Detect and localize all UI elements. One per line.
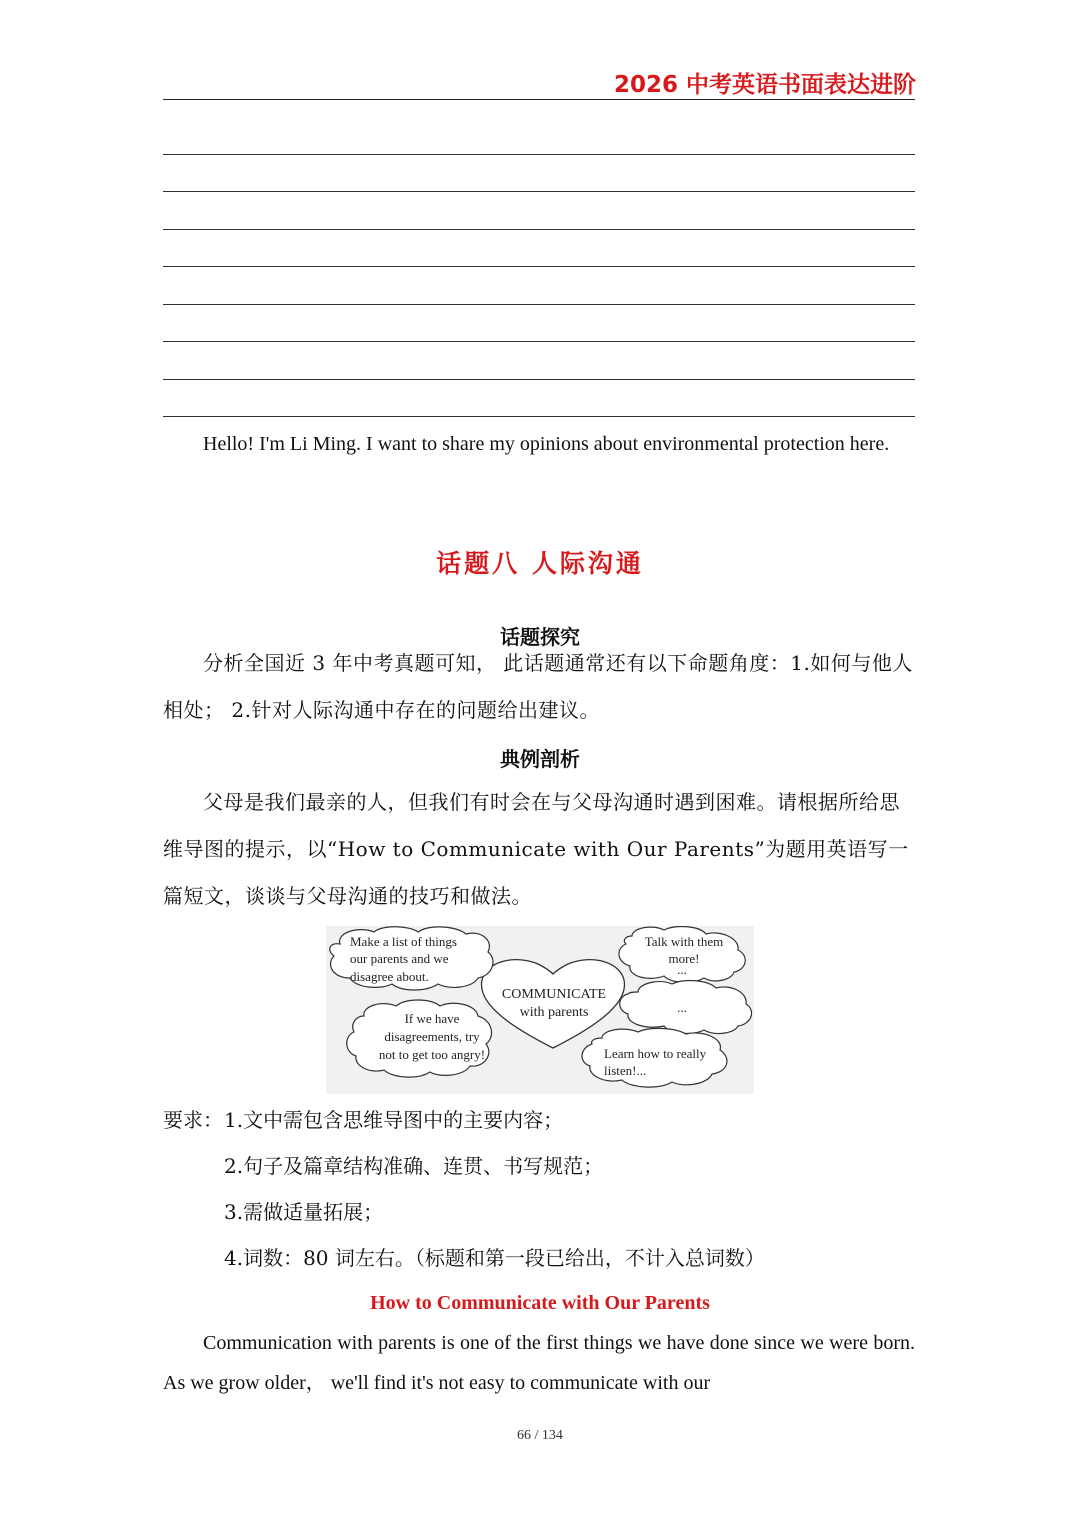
center-line1: COMMUNICATE xyxy=(501,987,607,1002)
requirement-item: 4.词数：80 词左右。（标题和第一段已给出，不计入总词数） xyxy=(224,1246,765,1270)
writing-line xyxy=(163,191,915,192)
cloud4-line: ... xyxy=(677,1000,687,1015)
cloud1-line: disagree about. xyxy=(350,969,429,984)
cloud2-line: If we have xyxy=(404,1011,460,1026)
cloud5-line: listen!... xyxy=(604,1063,647,1078)
cloud3-line: Talk with them xyxy=(644,934,724,949)
exploration-heading: 话题探究 xyxy=(500,625,580,649)
writing-line xyxy=(163,416,915,417)
prompt-text: 父母是我们最亲的人，但我们有时会在与父母沟通时遇到困难。请根据所给思维导图的提示，以“How to Communicate with Our Parents”为题用英语写一篇短文，谈谈与父母沟通的技巧和做法。 xyxy=(163,790,909,908)
page-number: 66 / 134 xyxy=(517,1428,563,1443)
writing-line xyxy=(163,341,915,342)
essay-title: How to Communicate with Our Parents xyxy=(370,1292,710,1314)
requirement-item: 1.文中需包含思维导图中的主要内容； xyxy=(224,1108,564,1132)
requirement-item: 3.需做适量拓展； xyxy=(224,1200,384,1224)
cloud5-line: Learn how to really xyxy=(604,1046,707,1061)
cloud2-line: disagreements, try xyxy=(384,1029,480,1044)
cloud1-line: Make a list of things xyxy=(350,934,457,949)
cloud3-line: ... xyxy=(677,962,687,977)
header-title: 2026 中考英语书面表达进阶 xyxy=(613,72,916,98)
example-heading: 典例剖析 xyxy=(500,747,580,771)
header-rule xyxy=(163,99,915,100)
writing-line xyxy=(163,379,915,380)
topic-title: 话题八 人际沟通 xyxy=(436,549,644,578)
exploration-text: 分析全国近 3 年中考真题可知， 此话题通常还有以下命题角度：1.如何与他人相处； 2.针对人际沟通中存在的问题给出建议。 xyxy=(163,651,913,722)
writing-line xyxy=(163,154,915,155)
writing-line xyxy=(163,304,915,305)
writing-line xyxy=(163,266,915,267)
cloud3-line: more! xyxy=(668,951,700,966)
previous-answer-opening: Hello! I'm Li Ming. I want to share my opinions about environmental protection here. xyxy=(203,433,890,455)
requirement-item: 2.句子及篇章结构准确、连贯、书写规范； xyxy=(224,1154,604,1178)
center-line2: with parents xyxy=(519,1005,589,1020)
mind-map xyxy=(326,926,754,1094)
essay-first-paragraph: Communication with parents is one of the first things we have done since we were born. As we grow older， we'll find it's not easy to communicate with our xyxy=(163,1332,915,1394)
cloud1-line: our parents and we xyxy=(350,951,449,966)
requirements-label: 要求： xyxy=(163,1108,223,1132)
cloud2-line: not to get too angry! xyxy=(378,1047,486,1062)
writing-line xyxy=(163,229,915,230)
